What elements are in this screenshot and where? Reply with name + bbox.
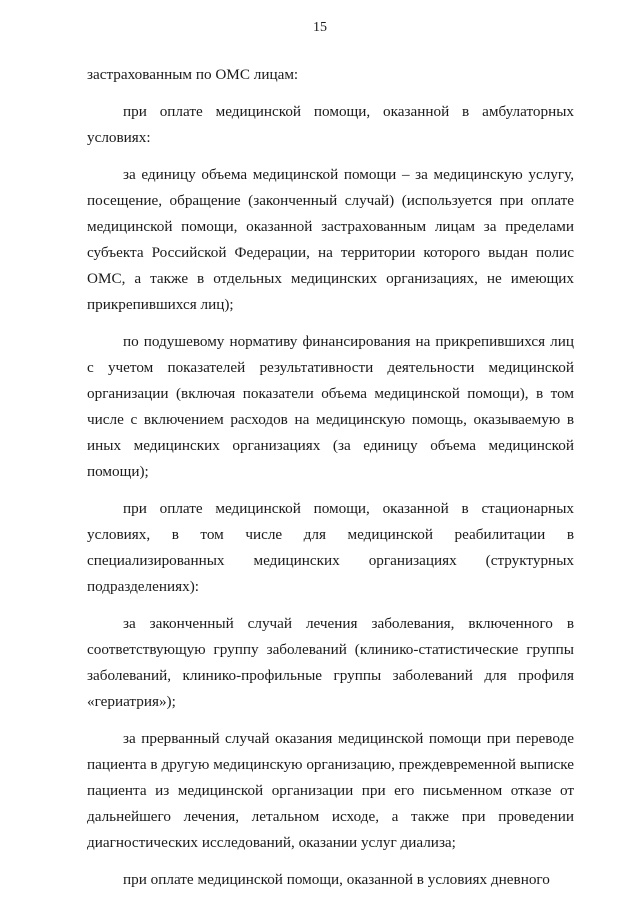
document-body bbox=[87, 62, 574, 893]
paragraph-7: за прерванный случай оказания медицинской помощи при переводе пациента в другую медицинскую организацию, преждевременной выписке пациента из медицинской организации при его письменном отказе от дальнейшего лечения, летальном исходе, а также при проведении диагностических исследований, оказании услуг диализа; bbox=[87, 730, 574, 851]
paragraph-3: за единицу объема медицинской помощи – за медицинскую услугу, посещение, обращение (законченный случай) (используется при оплате медицинской помощи, оказанной застрахованным лицам за пределами субъекта Российской Федерации, на территории которого выдан полис ОМС, а также в отдельных медицинских организациях, не имеющих прикрепившихся лиц); bbox=[87, 166, 574, 313]
page-number: 15 bbox=[313, 20, 327, 35]
paragraph-6: за законченный случай лечения заболевания, включенного в соответствующую группу заболеваний (клинико-статистические группы заболеваний, клинико-профильные группы заболеваний для профиля «гериатрия»); bbox=[87, 615, 574, 710]
paragraph-5: при оплате медицинской помощи, оказанной в стационарных условиях, в том числе для медицинской реабилитации в специализированных медицинских организациях (структурных подразделениях): bbox=[87, 500, 574, 595]
paragraph-1: застрахованным по ОМС лицам: bbox=[87, 66, 299, 83]
paragraph-8: при оплате медицинской помощи, оказанной в условиях дневного bbox=[123, 871, 550, 888]
paragraph-2: при оплате медицинской помощи, оказанной в амбулаторных условиях: bbox=[87, 103, 574, 146]
paragraph-4: по подушевому нормативу финансирования на прикрепившихся лиц с учетом показателей результативности деятельности медицинской организации (включая показатели объема медицинской помощи), в том числе с включением расходов на медицинскую помощь, оказываемую в иных медицинских организациях (за единицу объема медицинской помощи); bbox=[87, 333, 574, 480]
